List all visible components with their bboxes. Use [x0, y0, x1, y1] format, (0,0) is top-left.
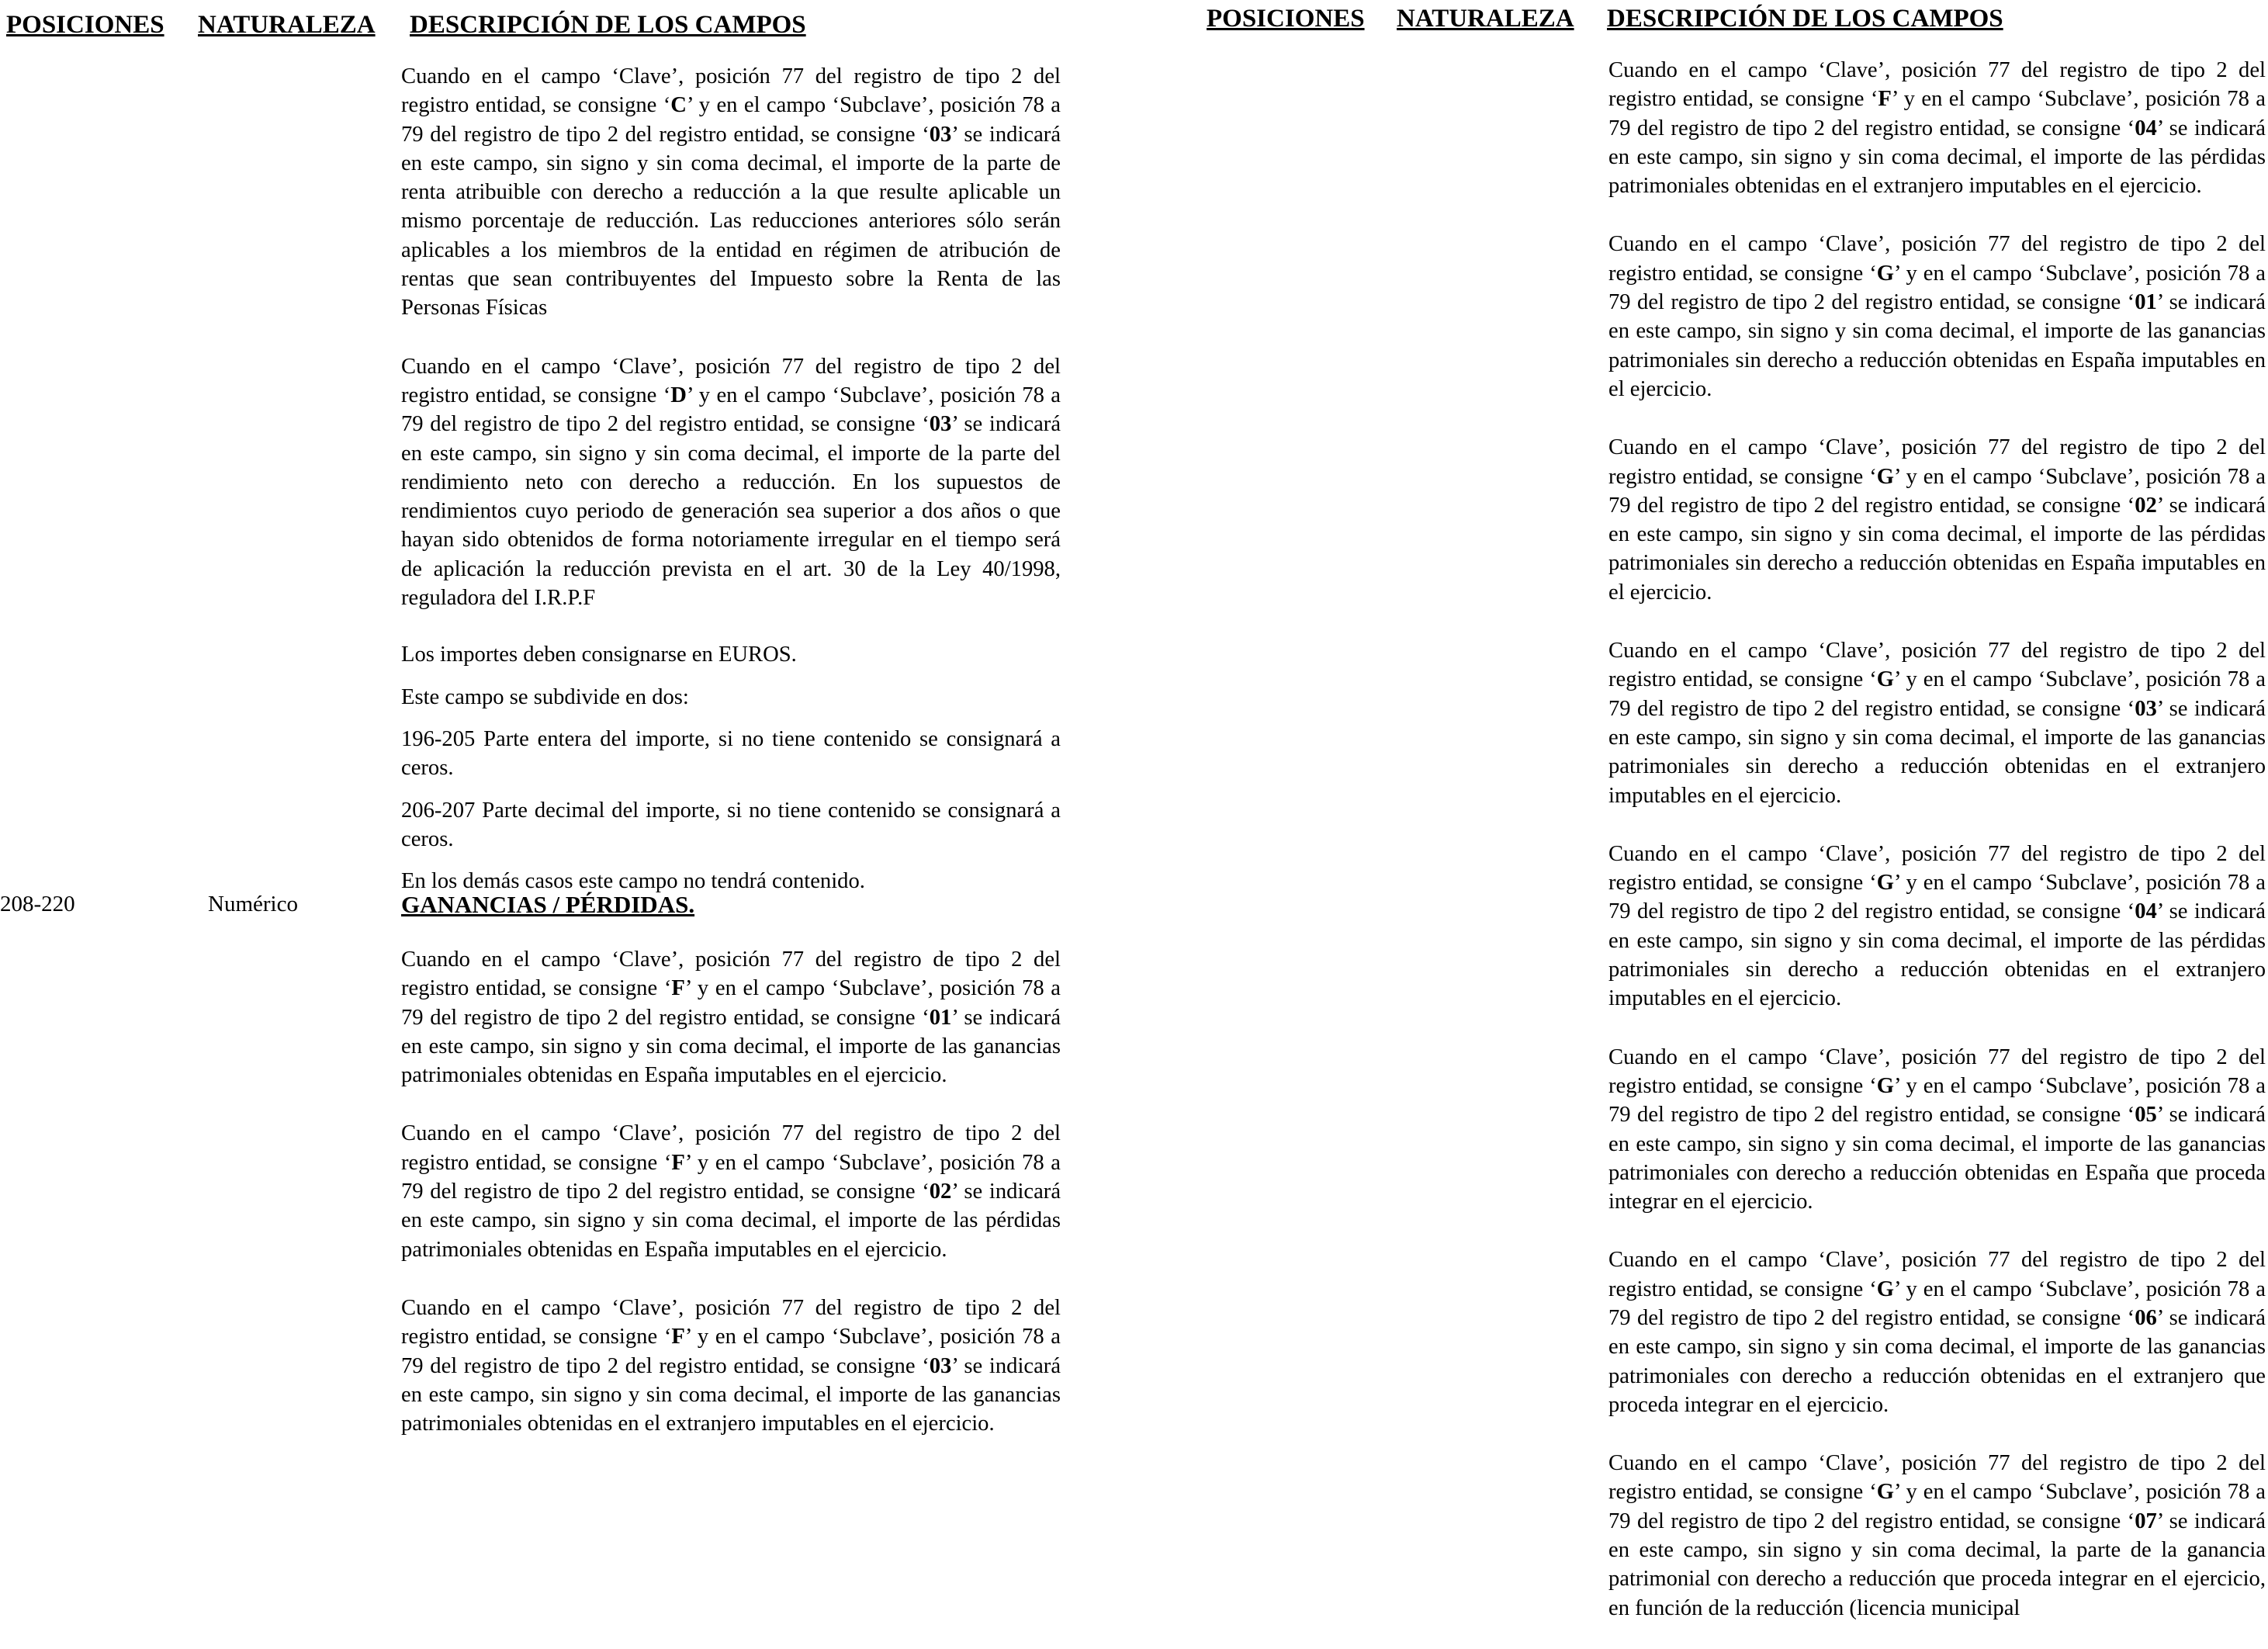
other-cases-note: En los demás casos este campo no tendrá contenido. [401, 869, 865, 894]
description-column-top [401, 62, 1061, 896]
header-description: DESCRIPCIÓN DE LOS CAMPOS [410, 11, 806, 39]
header-nature: NATURALEZA [198, 11, 376, 39]
desc-paragraph-f02: Cuando en el campo ‘Clave’, posición 77 del registro de tipo 2 del registro entidad, se consigne ‘F’ y en el campo ‘Subclave’, posición 78 a 79 del registro de tipo 2 del registro entidad, se consigne ‘02’ se indicará en este campo, sin signo y sin coma decimal, el importe de las pérdidas patrimoniales obtenidas en España imputables en el ejercicio. [401, 1121, 1061, 1262]
decimal-part-note: 206-207 Parte decimal del importe, si no tiene contenido se consignará a ceros. [401, 798, 1061, 851]
header-positions: POSICIONES [1207, 5, 1365, 33]
field-positions: 208-220 [0, 892, 75, 916]
description-column-bottom [401, 945, 1061, 1438]
header-description: DESCRIPCIÓN DE LOS CAMPOS [1607, 5, 2003, 33]
header-positions: POSICIONES [6, 11, 164, 39]
field-title: GANANCIAS / PÉRDIDAS. [401, 891, 695, 918]
desc-paragraph-f01: Cuando en el campo ‘Clave’, posición 77 del registro de tipo 2 del registro entidad, se consigne ‘F’ y en el campo ‘Subclave’, posición 78 a 79 del registro de tipo 2 del registro entidad, se consigne ‘01’ se indicará en este campo, sin signo y sin coma decimal, el importe de las ganancias patrimoniales obtenidas en España imputables en el ejercicio. [401, 947, 1061, 1088]
desc-paragraph-g03: Cuando en el campo ‘Clave’, posición 77 del registro de tipo 2 del registro entidad, se consigne ‘G’ y en el campo ‘Subclave’, posición 78 a 79 del registro de tipo 2 del registro entidad, se consigne ‘03’ se indicará en este campo, sin signo y sin coma decimal, el importe de las ganancias patrimoniales sin derecho a reducción obtenidas en el extranjero imputables en el ejercicio. [1608, 639, 2266, 808]
desc-paragraph-g01: Cuando en el campo ‘Clave’, posición 77 del registro de tipo 2 del registro entidad, se consigne ‘G’ y en el campo ‘Subclave’, posición 78 a 79 del registro de tipo 2 del registro entidad, se consigne ‘01’ se indicará en este campo, sin signo y sin coma decimal, el importe de las ganancias patrimoniales sin derecho a reducción obtenidas en España imputables en el ejercicio. [1608, 232, 2266, 401]
desc-paragraph-d03: Cuando en el campo ‘Clave’, posición 77 del registro de tipo 2 del registro entidad, se consigne ‘D’ y en el campo ‘Subclave’, posición 78 a 79 del registro de tipo 2 del registro entidad, se consigne ‘03’ se indicará en este campo, sin signo y sin coma decimal, el importe de la parte del rendimiento neto con derecho a reducción. En los supuestos de rendimientos cuyo periodo de generación sea superior a dos años o que hayan sido obtenidos de forma notoriamente irregular en el tiempo será de aplicación la reducción prevista en el art. 30 de la Ley 40/1998, reguladora del I.R.P.F [401, 354, 1061, 611]
left-page [0, 0, 1086, 1649]
integer-part-note: 196-205 Parte entera del importe, si no tiene contenido se consignará a ceros. [401, 726, 1061, 781]
header-nature: NATURALEZA [1397, 5, 1574, 33]
desc-paragraph-f04: Cuando en el campo ‘Clave’, posición 77 del registro de tipo 2 del registro entidad, se consigne ‘F’ y en el campo ‘Subclave’, posición 78 a 79 del registro de tipo 2 del registro entidad, se consigne ‘04’ se indicará en este campo, sin signo y sin coma decimal, el importe de las pérdidas patrimoniales obtenidas en el extranjero imputables en el ejercicio. [1608, 58, 2266, 199]
desc-paragraph-g02: Cuando en el campo ‘Clave’, posición 77 del registro de tipo 2 del registro entidad, se consigne ‘G’ y en el campo ‘Subclave’, posición 78 a 79 del registro de tipo 2 del registro entidad, se consigne ‘02’ se indicará en este campo, sin signo y sin coma decimal, el importe de las pérdidas patrimoniales sin derecho a reducción obtenidas en España imputables en el ejercicio. [1608, 435, 2266, 605]
desc-paragraph-g06: Cuando en el campo ‘Clave’, posición 77 del registro de tipo 2 del registro entidad, se consigne ‘G’ y en el campo ‘Subclave’, posición 78 a 79 del registro de tipo 2 del registro entidad, se consigne ‘06’ se indicará en este campo, sin signo y sin coma decimal, el importe de las ganancias patrimoniales con derecho a reducción obtenidas en el extranjero que proceda integrar en el ejercicio. [1608, 1248, 2266, 1417]
subdivide-note: Este campo se subdivide en dos: [401, 684, 689, 709]
desc-paragraph-f03: Cuando en el campo ‘Clave’, posición 77 del registro de tipo 2 del registro entidad, se consigne ‘F’ y en el campo ‘Subclave’, posición 78 a 79 del registro de tipo 2 del registro entidad, se consigne ‘03’ se indicará en este campo, sin signo y sin coma decimal, el importe de las ganancias patrimoniales obtenidas en el extranjero imputables en el ejercicio. [401, 1295, 1061, 1436]
desc-paragraph-c03: Cuando en el campo ‘Clave’, posición 77 del registro de tipo 2 del registro entidad, se consigne ‘C’ y en el campo ‘Subclave’, posición 78 a 79 del registro de tipo 2 del registro entidad, se consigne ‘03’ se indicará en este campo, sin signo y sin coma decimal, el importe de la parte de renta atribuible con derecho a reducción a la que resulte aplicable un mismo porcentaje de reducción. Las reducciones anteriores sólo serán aplicables a los miembros de la entidad en régimen de atribución de rentas que sean contribuyentes del Impuesto sobre la Renta de las Personas Físicas [401, 64, 1061, 320]
desc-paragraph-g07: Cuando en el campo ‘Clave’, posición 77 del registro de tipo 2 del registro entidad, se consigne ‘G’ y en el campo ‘Subclave’, posición 78 a 79 del registro de tipo 2 del registro entidad, se consigne ‘07’ se indicará en este campo, sin signo y sin coma decimal, la parte de la ganancia patrimonial con derecho a reducción que proceda integrar en el ejercicio, en función de la reducción (licencia municipal [1608, 1451, 2266, 1620]
right-page [1207, 0, 2268, 1649]
desc-paragraph-g05: Cuando en el campo ‘Clave’, posición 77 del registro de tipo 2 del registro entidad, se consigne ‘G’ y en el campo ‘Subclave’, posición 78 a 79 del registro de tipo 2 del registro entidad, se consigne ‘05’ se indicará en este campo, sin signo y sin coma decimal, el importe de las ganancias patrimoniales con derecho a reducción obtenidas en España que proceda integrar en el ejercicio. [1608, 1044, 2266, 1214]
desc-paragraph-g04: Cuando en el campo ‘Clave’, posición 77 del registro de tipo 2 del registro entidad, se consigne ‘G’ y en el campo ‘Subclave’, posición 78 a 79 del registro de tipo 2 del registro entidad, se consigne ‘04’ se indicará en este campo, sin signo y sin coma decimal, el importe de las pérdidas patrimoniales sin derecho a reducción obtenidas en el extranjero imputables en el ejercicio. [1608, 841, 2266, 1011]
euros-note: Los importes deben consignarse en EUROS. [401, 643, 797, 667]
description-column [1608, 56, 2266, 1623]
field-nature: Numérico [208, 892, 298, 916]
